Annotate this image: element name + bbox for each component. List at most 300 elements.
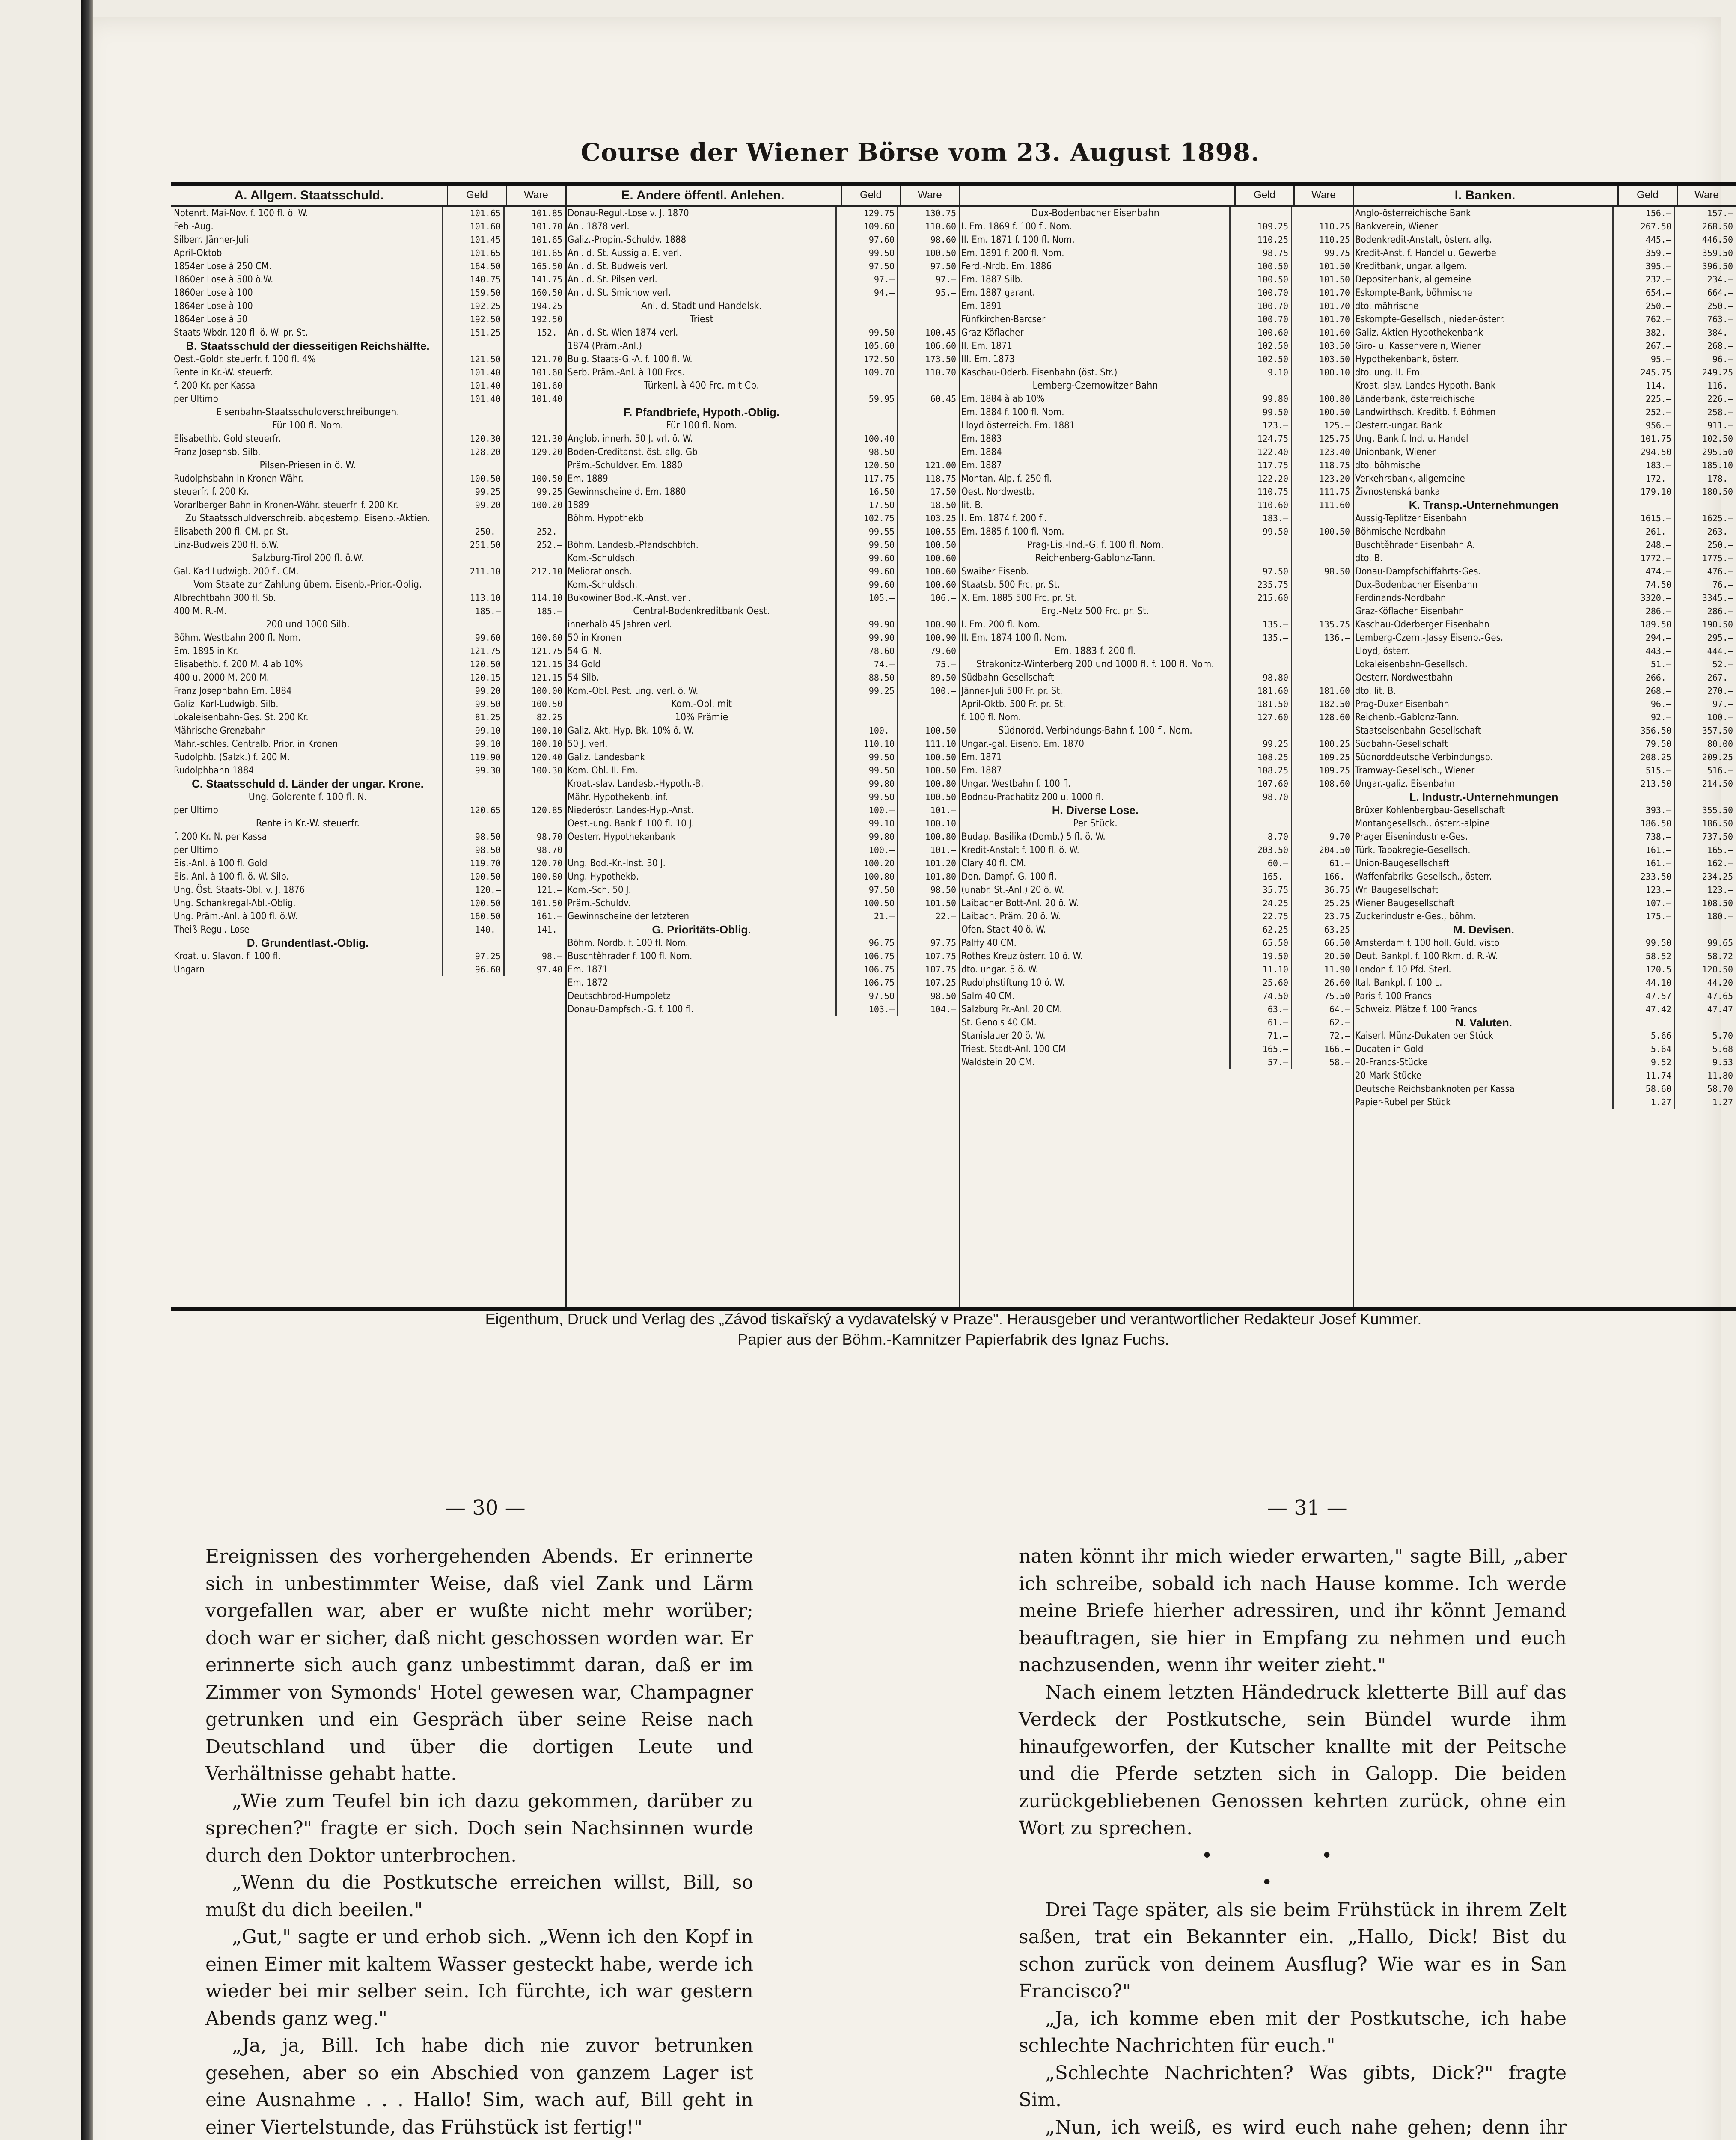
security-name: Dux-Bodenbacher Eisenbahn [1031,208,1159,219]
table-row [171,233,565,247]
geld-value: 100.50 [1229,273,1291,286]
table-row [959,658,1353,671]
table-row [565,366,959,379]
geld-value: 165.— [1229,870,1291,883]
table-row [565,724,959,737]
table-row [171,817,565,830]
security-name: Kredit-Anstalt f. 100 fl. ö. W. [961,845,1079,856]
security-name: Galiz. Karl-Ludwigb. Silb. [174,699,279,710]
table-row [959,233,1353,247]
table-row [171,406,565,419]
ware-value: 95.— [897,286,959,300]
ware-value: 101.70 [1291,286,1353,300]
geld-value: 151.25 [442,326,503,339]
geld-value: 294.— [1612,631,1674,645]
geld-value: 393.— [1612,804,1674,817]
geld-value: 65.50 [1229,936,1291,950]
geld-value: 120.50 [442,658,503,671]
security-name: C. Staatsschuld d. Länder der ungar. Krone. [192,777,424,790]
table-row [959,591,1353,605]
ware-value [503,552,565,565]
table-row [565,552,959,565]
geld-value [1229,605,1291,618]
table-row [171,764,565,777]
security-name: K. Transp.-Unternehmungen [1409,499,1559,511]
table-row [171,485,565,499]
geld-value: 96.60 [442,963,503,976]
security-name: Kaschau-Oderb. Eisenbahn (öst. Str.) [961,367,1118,378]
ware-value: 96.— [1674,353,1736,366]
ware-value: 101.50 [1291,260,1353,273]
geld-value: 120.5 [1612,963,1674,976]
table-row [1353,684,1736,698]
ware-value [897,300,959,313]
ware-value: 100.60 [503,631,565,645]
table-row [565,273,959,286]
security-name: Buschtěhrader Eisenbahn A. [1355,540,1475,550]
geld-value: 102.50 [1229,339,1291,353]
geld-value: 101.65 [442,247,503,260]
table-row [1353,392,1736,406]
ware-value: 80.00 [1674,737,1736,751]
security-name: April-Oktb. 500 Fr. pr. St. [961,699,1066,710]
table-row [171,724,565,737]
geld-value: 108.25 [1229,751,1291,764]
security-name: Albrechtbahn 300 fl. Sb. [174,593,276,603]
geld-value: 99.60 [835,578,897,591]
security-name: Oesterr.-ungar. Bank [1355,420,1442,431]
security-name: Jänner-Juli 500 Fr. pr. St. [961,686,1063,696]
security-name: Deutschbrod-Humpoletz [568,991,671,1002]
geld-value [442,512,503,525]
table-row [565,990,959,1003]
table-row [1353,1003,1736,1016]
geld-value: 268.— [1612,684,1674,698]
geld-value: 63.— [1229,1003,1291,1016]
ware-value [1291,578,1353,591]
geld-value: 101.65 [442,207,503,220]
geld-value: 189.50 [1612,618,1674,631]
geld-value: 107.— [1612,897,1674,910]
ware-value [1674,923,1736,936]
table-row [171,565,565,578]
ware-value: 121.30 [503,432,565,446]
ware-value: 62.— [1291,1016,1353,1029]
geld-value: 515.— [1612,764,1674,777]
table-row [171,751,565,764]
security-name: 1874 (Präm.-Anl.) [568,341,642,351]
table-row [959,698,1353,711]
ware-value: 234.25 [1674,870,1736,883]
table-row [171,552,565,565]
security-name: Oesterr. Hypothekenbank [568,832,676,842]
security-name: Em. 1884 [961,447,1002,458]
geld-value: 213.50 [1612,777,1674,791]
geld-value: 47.42 [1612,1003,1674,1016]
geld-value: 232.— [1612,273,1674,286]
geld-value: 474.— [1612,565,1674,578]
geld-value [835,711,897,724]
security-name: Bankverein, Wiener [1355,221,1438,232]
ware-value: 190.50 [1674,618,1736,631]
geld-value [442,578,503,591]
security-name: Palffy 40 CM. [961,938,1017,948]
column-header [1353,186,1736,207]
ware-value: 101.60 [1291,326,1353,339]
geld-value [442,618,503,631]
security-name: Em. 1887 [961,460,1002,471]
ware-value: 20.50 [1291,950,1353,963]
stock-column [565,186,960,1307]
security-name: 1864er Lose à 50 [174,314,248,325]
table-row [171,618,565,631]
table-row [565,764,959,777]
security-name: Ung. Präm.-Anl. à 100 fl. ö.W. [174,911,298,922]
security-name: Zuckerindustrie-Ges., böhm. [1355,911,1476,922]
security-name: Deutsche Reichsbanknoten per Kassa [1355,1084,1515,1094]
table-row [1353,883,1736,897]
security-name: Serb. Präm.-Anl. à 100 Frcs. [568,367,685,378]
table-row [1353,936,1736,950]
geld-value: 79.50 [1612,737,1674,751]
ware-value: 100.50 [897,764,959,777]
security-name: Bukowiner Bod.-K.-Anst. verl. [568,593,691,603]
ware-value: 263.— [1674,525,1736,538]
ware-value [897,605,959,618]
ware-value: 252.— [503,538,565,552]
security-name: 1860er Lose à 100 [174,288,253,298]
geld-value: 97.60 [835,233,897,247]
security-name: Salzburg-Tirol 200 fl. ö.W. [252,553,364,564]
table-row [1353,406,1736,419]
security-name: Montangesellsch., österr.-alpine [1355,818,1490,829]
security-name: Franz Josephsb. Silb. [174,447,261,458]
security-name: I. Em. 200 fl. Nom. [961,619,1040,630]
story-paragraph: Ereignissen des vorhergehenden Abends. Er erinnerte sich in unbestimmter Weise, daß viel Zank und Lärm vorgefallen war, aber er wußte nicht mehr worüber; doch war er sicher, daß nicht geschossen worden war. Er erinnerte sich auch ganz unbestimmt daran, daß er im Zimmer von Symonds' Hotel gewesen war, Champagner getrunken und ein Gespräch über seine Reise nach Deutschland und über die dortigen Leute und Verhältnisse gehabt hatte. [205,1546,753,1785]
ware-value: 5.68 [1674,1043,1736,1056]
geld-value: 94.— [835,286,897,300]
table-row [959,499,1353,512]
geld-value: 99.50 [835,791,897,804]
security-name: Rente in Kr.-W. steuerfr. [256,818,360,829]
ware-value: 212.10 [503,565,565,578]
geld-value: 175.— [1612,910,1674,923]
geld-value: 159.50 [442,286,503,300]
security-name: Em. 1883 f. 200 fl. [1055,645,1136,657]
ware-value [1674,791,1736,804]
table-row [959,485,1353,499]
table-row [171,260,565,273]
table-row [1353,844,1736,857]
security-name: Für 100 fl. Nom. [666,420,737,431]
table-row [959,538,1353,552]
ware-value: 136.— [1291,631,1353,645]
ware-value [503,618,565,631]
geld-value: 3320.— [1612,591,1674,605]
table-row [565,658,959,671]
ware-value: 185.10 [1674,459,1736,472]
security-name: Reichenb.-Gablonz-Tann. [1355,712,1460,723]
geld-value [835,419,897,432]
ware-value: 98.— [503,950,565,963]
table-row [959,392,1353,406]
table-row [171,897,565,910]
table-row [959,817,1353,830]
ware-value: 178.— [1674,472,1736,485]
geld-value: 356.50 [1612,724,1674,737]
geld-value: 124.75 [1229,432,1291,446]
table-row [1353,764,1736,777]
imprint-line: Papier aus der Böhm.-Kamnitzer Papierfabrik des Ignaz Fuchs. [737,1331,1169,1348]
geld-value: 181.60 [1229,684,1291,698]
ware-value: 185.— [503,605,565,618]
ware-value: 101.65 [503,233,565,247]
security-name: Graz-Köflacher [961,327,1024,338]
geld-value: 109.25 [1229,220,1291,233]
geld-value: 192.25 [442,300,503,313]
ware-value: 106.60 [897,339,959,353]
ware-value: 110.25 [1291,220,1353,233]
geld-value: 74.50 [1229,990,1291,1003]
geld-value: 47.57 [1612,990,1674,1003]
ware-value: 100.60 [897,565,959,578]
security-name [565,392,835,406]
table-row [1353,233,1736,247]
geld-value [1229,817,1291,830]
table-row [959,857,1353,870]
geld-value: 99.90 [835,618,897,631]
ware-value: 101.70 [503,220,565,233]
ware-value [1674,1016,1736,1029]
table-row [959,432,1353,446]
table-row [171,247,565,260]
ware-value: 100.10 [897,817,959,830]
ware-value: 89.50 [897,671,959,684]
ware-value: 267.— [1674,671,1736,684]
security-name: Dux-Bodenbacher Eisenbahn [1355,580,1478,590]
geld-value: 95.— [1612,353,1674,366]
ware-value: 110.60 [897,220,959,233]
table-row [171,684,565,698]
table-row [959,459,1353,472]
geld-value: 97.50 [1229,565,1291,578]
ware-value: 120.70 [503,857,565,870]
geld-value [442,791,503,804]
table-row [959,1029,1353,1043]
table-row [565,830,959,844]
ware-value: 17.50 [897,485,959,499]
table-row [171,313,565,326]
security-name: Salzburg Pr.-Anl. 20 CM. [961,1004,1062,1015]
table-row [565,525,959,538]
table-row [1353,698,1736,711]
security-name: II. Em. 1874 100 fl. Nom. [961,633,1067,643]
table-row [565,698,959,711]
ware-value: 108.50 [1674,897,1736,910]
table-row [171,459,565,472]
table-row [565,1003,959,1016]
geld-value: 100.50 [442,472,503,485]
ware-value: 120.50 [1674,963,1736,976]
table-row [959,313,1353,326]
geld-value: 267.— [1612,339,1674,353]
ware-value [1291,512,1353,525]
geld-value [442,339,503,353]
ware-value: 194.25 [503,300,565,313]
ware-value: 107.75 [897,950,959,963]
ware-value: 9.53 [1674,1056,1736,1069]
security-name: Mähr.-schles. Centralb. Prior. in Kronen [174,739,338,749]
security-name: Prag-Duxer Eisenbahn [1355,699,1449,710]
security-name: Ung. Bank f. Ind. u. Handel [1355,434,1468,444]
security-name: Ducaten in Gold [1355,1044,1424,1055]
ware-value [897,698,959,711]
security-name: Staatsb. 500 Frc. pr. St. [961,580,1060,590]
ware-value: 270.— [1674,684,1736,698]
security-name: Elisabeth 200 fl. CM. pr. St. [174,526,288,537]
table-row [959,751,1353,764]
ware-value: 209.25 [1674,751,1736,764]
security-name: Tramway-Gesellsch., Wiener [1355,765,1475,776]
security-name: Anglob. innerh. 50 J. vrl. ö. W. [568,434,693,444]
security-name: Südnorddeutsche Verbindungsb. [1355,752,1493,763]
security-name: Mähr. Hypothekenb. inf. [568,792,668,802]
security-name: per Ultimo [174,845,218,856]
ware-value: 118.75 [1291,459,1353,472]
table-row [959,923,1353,936]
geld-value: 101.40 [442,366,503,379]
security-name: Galiz.-Propin.-Schuldv. 1888 [568,235,687,245]
security-name: 34 Gold [568,659,600,670]
security-name: Ferd.-Nrdb. Em. 1886 [961,261,1052,272]
geld-value: 100.80 [835,870,897,883]
table-row [565,578,959,591]
geld-value: 74.50 [1612,578,1674,591]
security-name: April-Oktob [174,248,222,259]
ware-value: 100.80 [503,870,565,883]
imprint-line: Eigenthum, Druck und Verlag des „Závod tiskařský a vydavatelský v Praze". Herausgeber und verantwortlicher Redakteur Josef Kummer. [485,1310,1422,1328]
ware-value [1291,671,1353,684]
table-row [1353,751,1736,764]
table-row [171,366,565,379]
table-row [959,737,1353,751]
ware-value: 252.— [503,525,565,538]
ware-value: 268.50 [1674,220,1736,233]
security-name: M. Devisen. [1453,923,1515,936]
security-name: Galiz. Aktien-Hypothekenbank [1355,327,1483,338]
security-name: Boden-Creditanst. öst. allg. Gb. [568,447,701,458]
security-name: f. 200 Kr. per Kassa [174,380,256,391]
ware-value: 18.50 [897,499,959,512]
story-paragraph: „Ja, ich komme eben mit der Postkutsche, ich habe schlechte Nachrichten für euch." [1019,2007,1567,2057]
security-name: Eisenbahn-Staatsschuldverschreibungen. [216,407,399,418]
table-row [565,565,959,578]
geld-value: 101.60 [442,220,503,233]
table-row [565,432,959,446]
security-name: Laibach. Präm. 20 ö. W. [961,911,1061,922]
table-row [1353,658,1736,671]
security-name: Anl. d. St. Smichow verl. [568,288,671,298]
geld-value: 98.50 [442,830,503,844]
ware-value: 165.— [1674,844,1736,857]
table-row [565,618,959,631]
table-row [959,791,1353,804]
table-row [1353,631,1736,645]
security-name: Pilsen-Priesen in ö. W. [259,460,356,471]
table-row [565,220,959,233]
ware-value: 99.65 [1674,936,1736,950]
geld-value: 98.75 [1229,247,1291,260]
geld-value: 123.— [1612,883,1674,897]
table-row [565,777,959,791]
table-row [171,791,565,804]
security-name: Lokaleisenbahn-Ges. St. 200 Kr. [174,712,309,723]
ware-value: 111.75 [1291,485,1353,499]
geld-value: 122.40 [1229,446,1291,459]
ware-value: 180.50 [1674,485,1736,499]
table-row [171,950,565,963]
geld-value [835,406,897,419]
table-row [565,591,959,605]
geld-value: 99.30 [442,764,503,777]
ware-value: 97.— [1674,698,1736,711]
ware-value: 100.80 [897,830,959,844]
ware-value: 121.00 [897,459,959,472]
geld-value: 99.25 [1229,737,1291,751]
security-name: Ofen. Stadt 40 ö. W. [961,924,1046,935]
security-name: Buschtěhrader f. 100 fl. Nom. [568,951,693,962]
table-row [565,857,959,870]
ware-value: 165.50 [503,260,565,273]
ware-value: 100.10 [503,724,565,737]
table-row [565,485,959,499]
security-name: Anl. d. Stadt und Handelsk. [641,300,762,312]
ware-value: 107.75 [897,963,959,976]
geld-value: 97.25 [442,950,503,963]
ware-value: 101.80 [897,870,959,883]
geld-value: 250.— [1612,300,1674,313]
geld-value: 119.70 [442,857,503,870]
table-row [959,950,1353,963]
ware-value: 101.70 [1291,300,1353,313]
binding-edge [81,0,93,2140]
ware-value: 100.30 [503,764,565,777]
security-name: Em. 1887 Silb. [961,274,1023,285]
geld-value: 102.50 [1229,353,1291,366]
table-row [1353,538,1736,552]
table-row [171,432,565,446]
geld-value: 225.— [1612,392,1674,406]
security-name: lit. B. [961,500,984,511]
security-name: Lloyd österreich. Em. 1881 [961,420,1075,431]
ware-value: 25.25 [1291,897,1353,910]
security-name: H. Diverse Lose. [1052,804,1139,817]
table-row [171,777,565,791]
table-row [565,791,959,804]
geld-value [835,313,897,326]
table-row [565,631,959,645]
security-name: 50 J. verl. [568,739,608,749]
geld-header: Geld [1234,186,1293,205]
ware-value: 166.— [1291,1043,1353,1056]
security-name: Verkehrsbank, allgemeine [1355,473,1465,484]
geld-value: 286.— [1612,605,1674,618]
geld-value: 251.50 [442,538,503,552]
security-name: Oest.-Goldr. steuerfr. f. 100 fl. 4% [174,354,316,365]
geld-value [835,379,897,392]
table-row [1353,976,1736,990]
ware-value: 75.50 [1291,990,1353,1003]
